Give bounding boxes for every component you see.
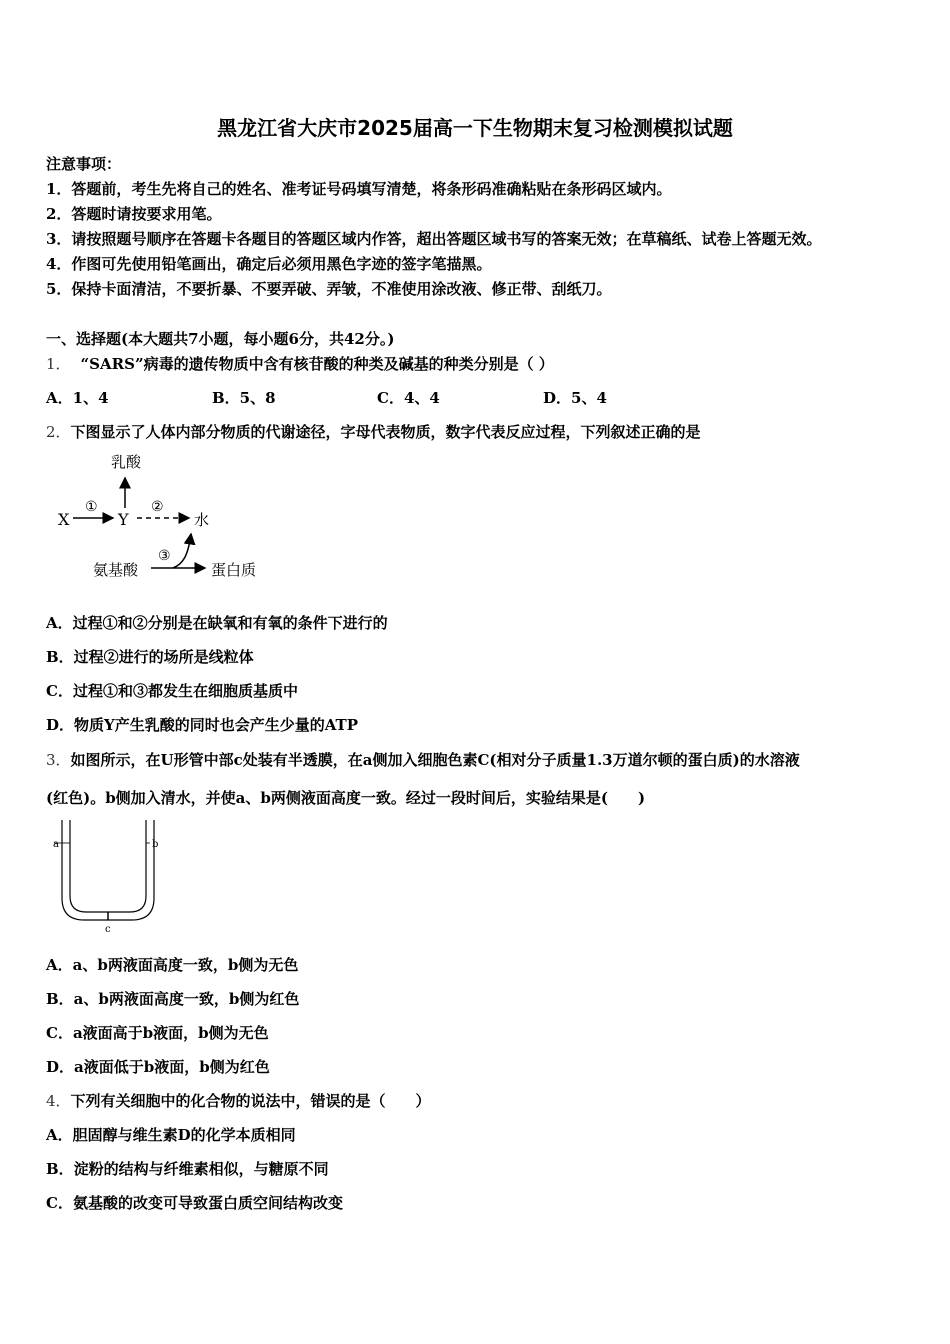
q1-option-c[interactable]: C．4、4 — [377, 389, 440, 407]
notice-item: 5．保持卡面清洁，不要折暴、不要弄破、弄皱，不准使用涂改液、修正带、刮纸刀。 — [46, 280, 612, 298]
notice-item: 4．作图可先使用铅笔画出，确定后必须用黑色字迹的签字笔描黑。 — [46, 255, 492, 273]
y-label: Y — [118, 510, 129, 529]
q1-option-a[interactable]: A．1、4 — [46, 389, 109, 407]
question-number: 3． — [46, 751, 71, 769]
q4-option-c[interactable]: C．氨基酸的改变可导致蛋白质空间结构改变 — [46, 1194, 343, 1212]
q2-option-b[interactable]: B．过程②进行的场所是线粒体 — [46, 648, 254, 666]
question-stem: “SARS”病毒的遗传物质中含有核苷酸的种类及碱基的种类分别是（ ） — [80, 355, 554, 373]
u-tube-outer-wall — [62, 820, 154, 920]
q2-option-c[interactable]: C．过程①和③都发生在细胞质基质中 — [46, 682, 298, 700]
b-label: b — [152, 839, 159, 850]
question-stem: 如图所示，在U形管中部c处装有半透膜，在a侧加入细胞色素C(相对分子质量1.3万道尔顿的蛋白质)的水溶液 — [70, 751, 800, 769]
c-label: c — [105, 924, 111, 935]
u-tube-diagram — [50, 820, 165, 935]
a-label: a — [53, 839, 59, 850]
water-label: 水 — [194, 511, 210, 529]
q4-option-b[interactable]: B．淀粉的结构与纤维素相似，与糖原不同 — [46, 1160, 329, 1178]
question-stem-continued: (红色)。b侧加入清水，并使a、b两侧液面高度一致。经过一段时间后，实验结果是( ) — [46, 789, 646, 807]
q2-option-d[interactable]: D．物质Y产生乳酸的同时也会产生少量的ATP — [46, 716, 358, 734]
q1-option-b[interactable]: B．5、8 — [212, 389, 276, 407]
u-tube-inner-wall — [70, 820, 146, 912]
q4-option-a[interactable]: A．胆固醇与维生素D的化学本质相同 — [46, 1126, 296, 1144]
q3-option-d[interactable]: D．a液面低于b液面，b侧为红色 — [46, 1058, 270, 1076]
x-label: X — [58, 510, 70, 529]
lactic-acid-label: 乳酸 — [111, 453, 142, 471]
notice-heading: 注意事项： — [46, 155, 122, 173]
notice-item: 3．请按照题号顺序在答题卡各题目的答题区域内作答，超出答题区域书写的答案无效；在草稿纸、试卷上答题无效。 — [46, 230, 822, 248]
q3-option-b[interactable]: B．a、b两液面高度一致，b侧为红色 — [46, 990, 300, 1008]
notice-item: 1．答题前，考生先将自己的姓名、准考证号码填写清楚，将条形码准确粘贴在条形码区域内。 — [46, 180, 672, 198]
page-title: 黑龙江省大庆市2025届高一下生物期末复习检测模拟试题 — [217, 116, 733, 140]
q2-option-a[interactable]: A．过程①和②分别是在缺氧和有氧的条件下进行的 — [46, 614, 388, 632]
q3-option-a[interactable]: A．a、b两液面高度一致，b侧为无色 — [46, 956, 299, 974]
question-stem: 下列有关细胞中的化合物的说法中，错误的是（ ） — [70, 1092, 431, 1110]
protein-label: 蛋白质 — [211, 561, 257, 579]
notice-item: 2．答题时请按要求用笔。 — [46, 205, 222, 223]
step-1-label: ① — [85, 499, 98, 515]
section-heading: 一、选择题(本大题共7小题，每小题6分，共42分。) — [46, 330, 395, 348]
step-3-label: ③ — [158, 548, 171, 564]
q1-option-d[interactable]: D．5、4 — [543, 389, 607, 407]
metabolism-diagram — [55, 448, 270, 583]
question-stem: 下图显示了人体内部分物质的代谢途径，字母代表物质，数字代表反应过程，下列叙述正确的是 — [70, 423, 701, 441]
question-1 — [46, 353, 554, 374]
amino-acid-label: 氨基酸 — [93, 561, 139, 579]
question-number: 1． — [46, 355, 71, 373]
question-number: 2． — [46, 423, 71, 441]
step-2-label: ② — [151, 499, 164, 515]
question-4 — [46, 1090, 431, 1111]
q3-option-c[interactable]: C．a液面高于b液面，b侧为无色 — [46, 1024, 269, 1042]
arrow-amino-to-water — [173, 534, 191, 568]
question-2 — [46, 421, 701, 442]
question-3 — [46, 749, 800, 770]
question-number: 4． — [46, 1092, 71, 1110]
